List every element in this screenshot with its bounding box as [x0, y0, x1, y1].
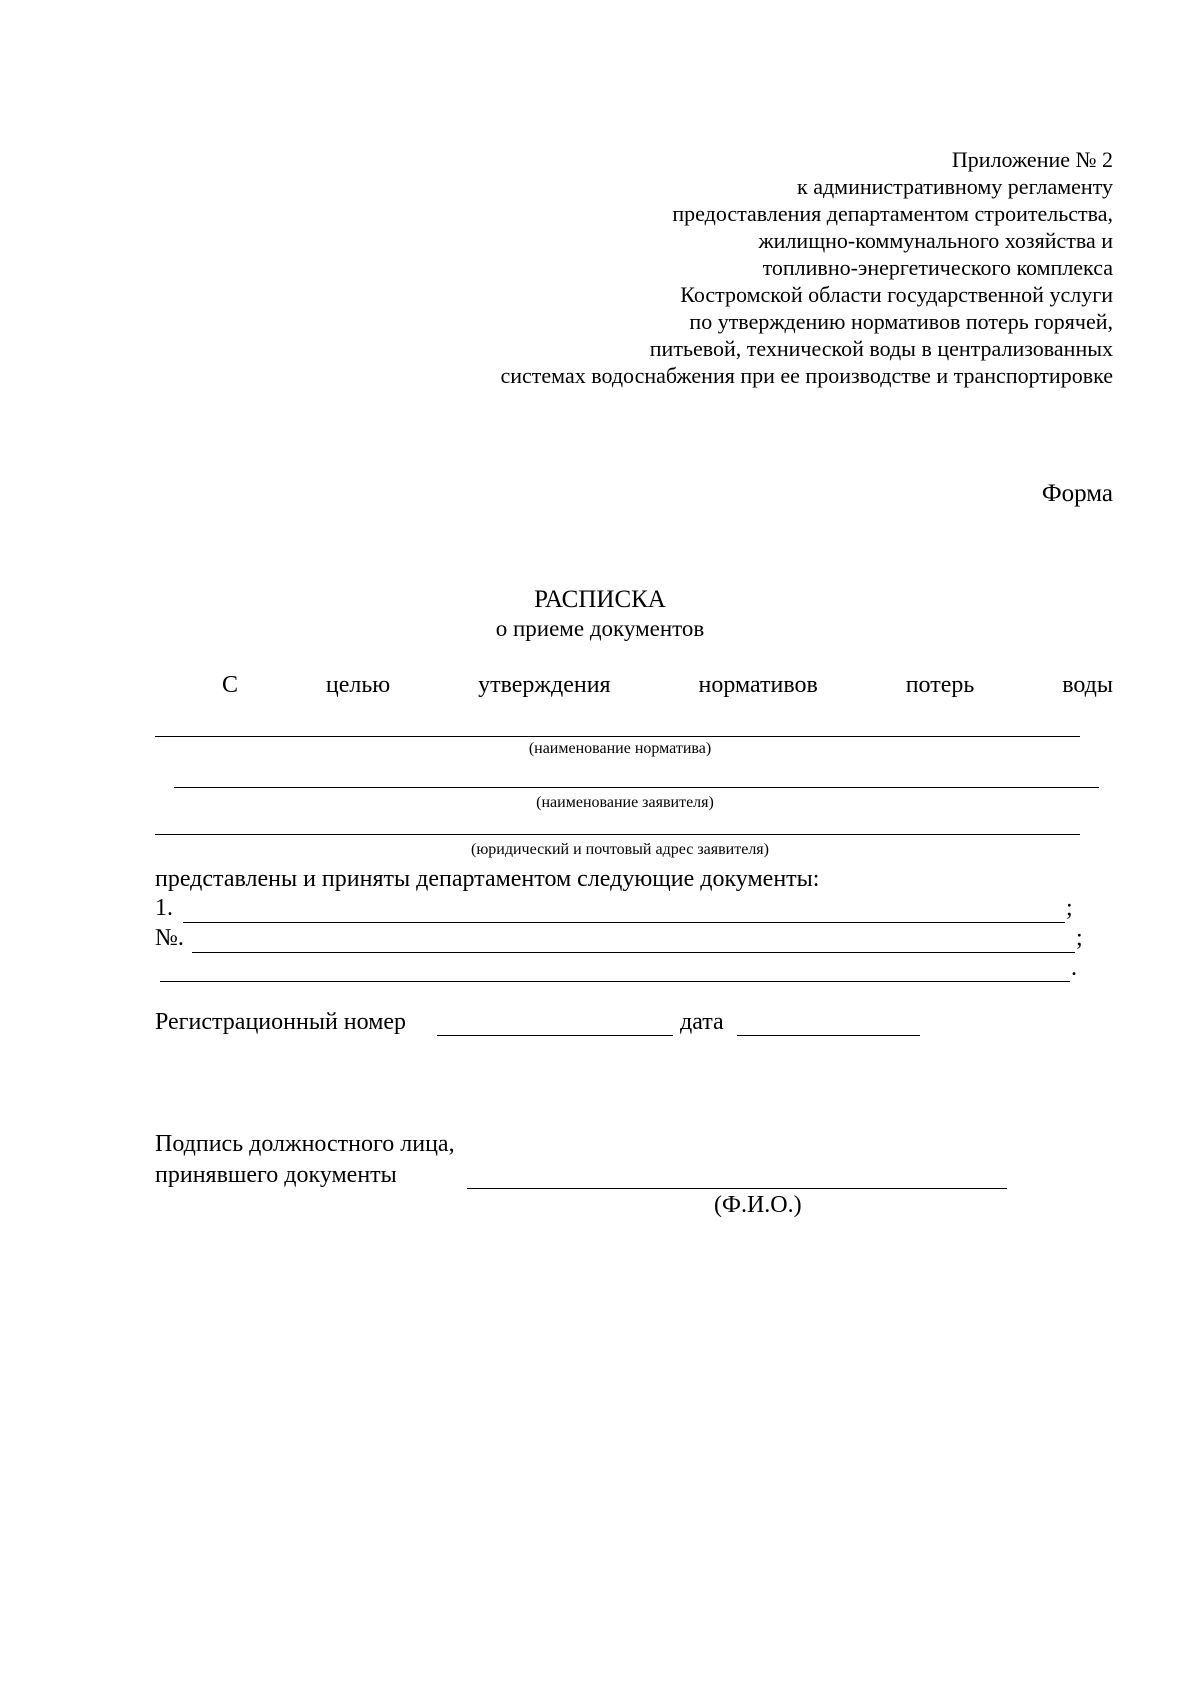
appendix-line-9: системах водоснабжения при ее производстве и транспортировке [500, 363, 1113, 388]
purpose-word: воды [1062, 672, 1113, 698]
appendix-line-4: жилищно-коммунального хозяйства и [758, 228, 1113, 253]
appendix-line-5: топливно-энергетического комплекса [762, 255, 1113, 280]
appendix-line-2: к административному регламенту [797, 174, 1113, 199]
appendix-line-6: Костромской области государственной услуги [680, 282, 1113, 307]
signature-fio-caption: (Ф.И.О.) [714, 1192, 802, 1218]
documents-intro: представлены и приняты департаментом следующие документы: [155, 866, 820, 892]
applicant-address-caption: (юридический и почтовый адрес заявителя) [470, 841, 769, 858]
registration-date-line[interactable] [737, 1035, 920, 1036]
document-item-3-line[interactable] [160, 981, 1070, 982]
applicant-name-caption: (наименование заявителя) [536, 794, 714, 811]
document-item-2-line[interactable] [192, 952, 1075, 953]
registration-number-label: Регистрационный номер [155, 1009, 407, 1035]
signature-label-line-1: Подпись должностного лица, [155, 1131, 455, 1157]
norm-name-caption: (наименование норматива) [528, 740, 712, 757]
document-item-2-number: №. [155, 925, 184, 951]
form-label: Форма [1041, 480, 1113, 507]
document-subtitle: о приеме документов [495, 616, 705, 641]
purpose-line [222, 671, 1113, 699]
registration-number-line[interactable] [437, 1035, 673, 1036]
purpose-word: С [222, 672, 239, 698]
document-item-1-line[interactable] [183, 922, 1065, 923]
document-item-2-end: ; [1076, 925, 1083, 951]
appendix-line-1: Приложение № 2 [951, 147, 1113, 172]
document-item-1-number: 1. [155, 895, 173, 921]
applicant-address-line[interactable] [155, 834, 1080, 835]
document-title: РАСПИСКА [534, 586, 666, 613]
document-item-1-end: ; [1066, 895, 1073, 921]
norm-name-line[interactable] [155, 736, 1080, 737]
appendix-line-8: питьевой, технической воды в централизованных [649, 336, 1113, 361]
purpose-word: нормативов [698, 672, 818, 698]
signature-line[interactable] [467, 1188, 1007, 1189]
purpose-word: потерь [905, 672, 975, 698]
purpose-word: утверждения [478, 672, 611, 698]
appendix-line-3: предоставления департаментом строительства, [672, 201, 1113, 226]
signature-label-line-2: принявшего документы [155, 1162, 397, 1188]
applicant-name-line[interactable] [174, 787, 1099, 788]
registration-date-label: дата [680, 1009, 724, 1035]
purpose-word: целью [325, 672, 391, 698]
appendix-line-7: по утверждению нормативов потерь горячей, [689, 309, 1113, 334]
document-item-3-end: . [1071, 955, 1077, 981]
